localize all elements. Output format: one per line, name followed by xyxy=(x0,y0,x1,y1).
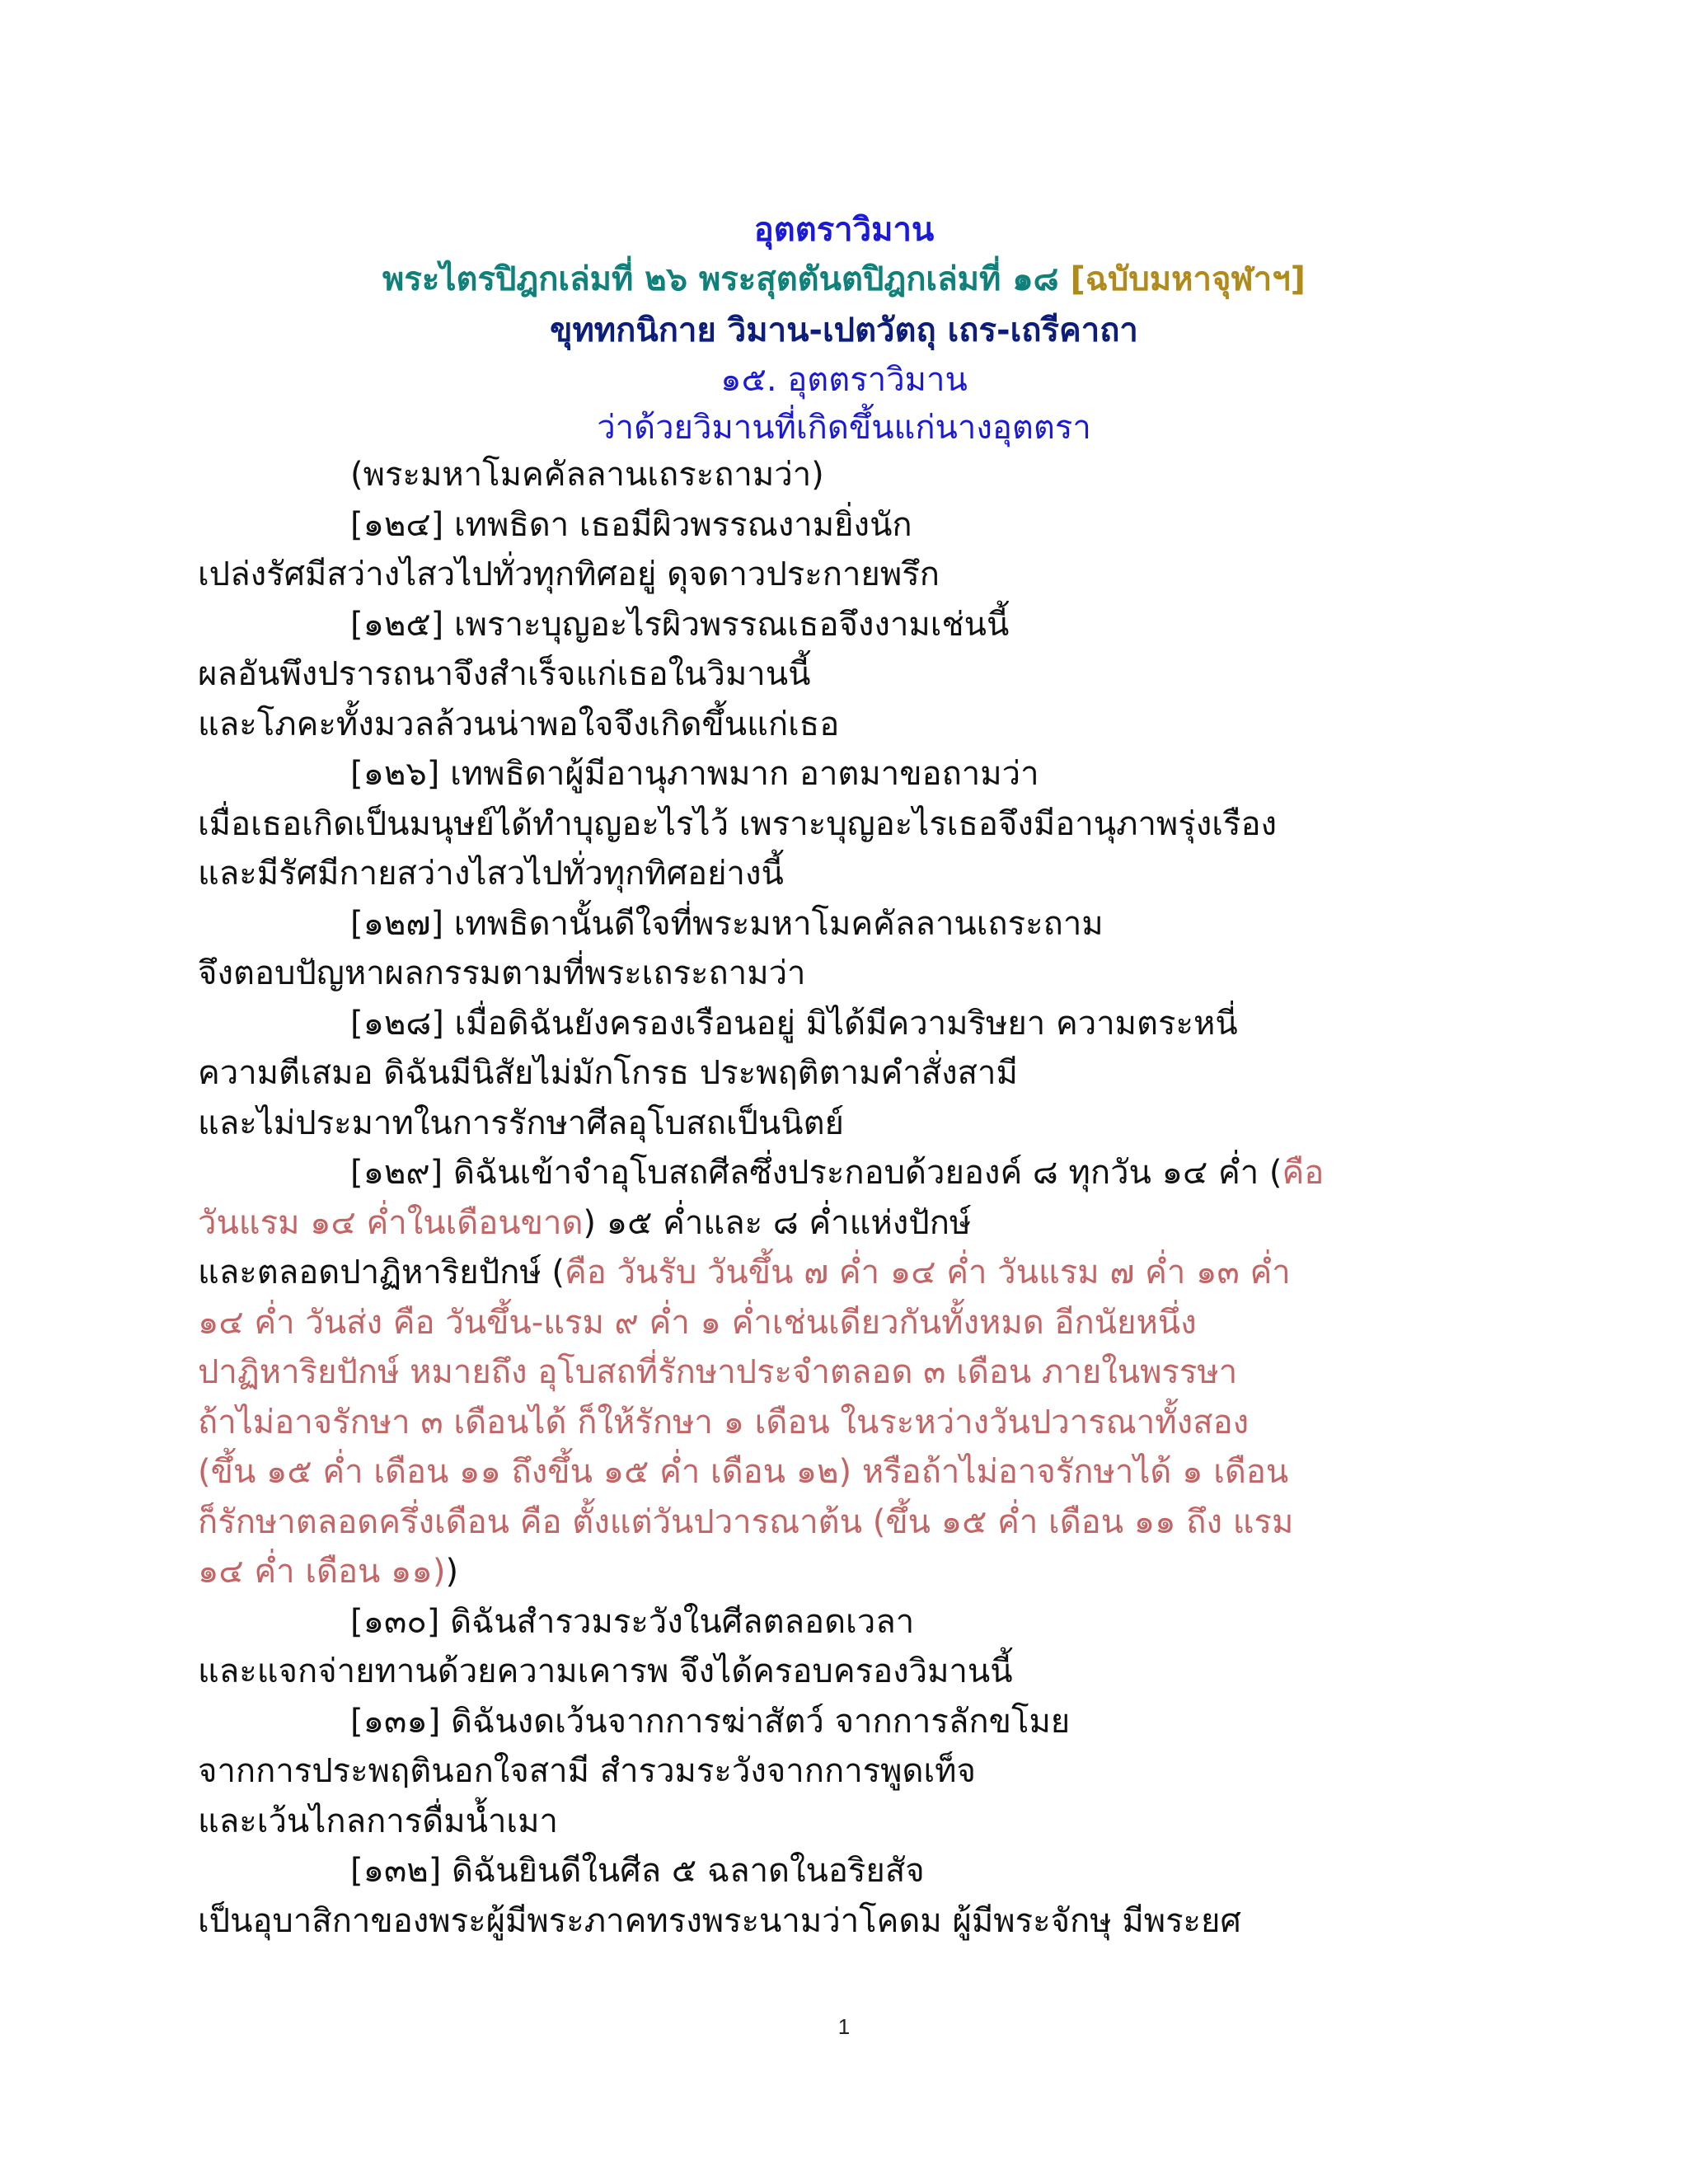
tipitaka-volume-heading xyxy=(0,252,1688,305)
commentary-text: คือ xyxy=(1282,1154,1325,1192)
verse-text: ) xyxy=(445,1553,459,1591)
verse-text: และมีรัศมีกายสว่างไสวไปทั่วทุกทิศอย่างนี้ xyxy=(198,855,784,893)
text-line xyxy=(198,1347,1484,1398)
verse-text: และไม่ประมาทในการรักษาศีลอุโบสถเป็นนิตย์ xyxy=(198,1104,844,1142)
text-line xyxy=(198,799,1484,850)
text-line xyxy=(198,1697,1484,1747)
text-line xyxy=(198,1298,1484,1348)
text-line xyxy=(198,1647,1484,1697)
text-line xyxy=(198,1846,1484,1896)
text-line xyxy=(198,550,1484,600)
verse-text: [๑๒๖] เทพธิดาผู้มีอานุภาพมาก อาตมาขอถามว่า xyxy=(350,755,1039,793)
text-line xyxy=(198,700,1484,750)
text-line xyxy=(198,1198,1484,1249)
page-number: 1 xyxy=(837,2014,851,2039)
verse-text: จึงตอบปัญหาผลกรรมตามที่พระเถระถามว่า xyxy=(198,954,806,992)
text-line xyxy=(198,1597,1484,1647)
verse-text: [๑๓๒] ดิฉันยินดีในศีล ๕ ฉลาดในอริยสัจ xyxy=(350,1852,925,1890)
volume-text: พระไตรปิฎกเล่มที่ ๒๖ พระสุตตันตปิฎกเล่มที่ ๑๘ xyxy=(382,260,1059,298)
commentary-text: ถ้าไม่อาจรักษา ๓ เดือนได้ ก็ให้รักษา ๑ เดือน ในระหว่างวันปวารณาทั้งสอง xyxy=(198,1403,1250,1441)
verse-text: และโภคะทั้งมวลล้วนน่าพอใจจึงเกิดขึ้นแก่เธอ xyxy=(198,705,840,743)
commentary-text: คือ วันรับ วันขึ้น ๗ ค่ำ ๑๔ ค่ำ วันแรม ๗ ค่ำ ๑๓ ค่ำ xyxy=(565,1254,1291,1291)
text-line xyxy=(198,899,1484,949)
commentary-text: ๑๔ ค่ำ วันส่ง คือ วันขึ้น-แรม ๙ ค่ำ ๑ ค่ำเช่นเดียวกันทั้งหมด อีกนัยหนึ่ง xyxy=(198,1303,1197,1342)
text-line xyxy=(198,1099,1484,1149)
verse-text: ความตีเสมอ ดิฉันมีนิสัยไม่มักโกรธ ประพฤติตามคำสั่งสามี xyxy=(198,1054,1018,1092)
text-line xyxy=(198,1547,1484,1597)
verse-text: (พระมหาโมคคัลลานเถระถามว่า) xyxy=(350,456,824,494)
verse-text: [๑๒๘] เมื่อดิฉันยังครองเรือนอยู่ มิได้มีความริษยา ความตระหนี่ xyxy=(350,1004,1238,1043)
section-description: ว่าด้วยวิมานที่เกิดขึ้นแก่นางอุตตรา xyxy=(597,409,1091,447)
edition-label: [ฉบับมหาจุฬาฯ] xyxy=(1070,260,1306,298)
text-line xyxy=(198,600,1484,650)
text-line xyxy=(198,1048,1484,1099)
verse-text: และแจกจ่ายทานด้วยความเคารพ จึงได้ครอบครองวิมานนี้ xyxy=(198,1652,1013,1690)
text-line xyxy=(198,1148,1484,1198)
text-line xyxy=(198,1447,1484,1497)
verse-text: [๑๒๕] เพราะบุญอะไรผิวพรรณเธอจึงงามเช่นนี้ xyxy=(350,605,1010,644)
text-line xyxy=(198,1746,1484,1797)
verse-text: [๑๓๐] ดิฉันสำรวมระวังในศีลตลอดเวลา xyxy=(350,1602,915,1641)
text-line xyxy=(198,1248,1484,1298)
text-line xyxy=(198,500,1484,551)
verse-text: เปล่งรัศมีสว่างไสวไปทั่วทุกทิศอยู่ ดุจดาวประกายพรึก xyxy=(198,555,940,593)
text-line xyxy=(198,999,1484,1049)
verse-text: ผลอันพึงปรารถนาจึงสำเร็จแก่เธอในวิมานนี้ xyxy=(198,655,811,693)
text-line xyxy=(198,949,1484,999)
text-line xyxy=(198,1797,1484,1847)
commentary-text: วันแรม ๑๔ ค่ำในเดือนขาด xyxy=(198,1203,584,1242)
verse-text: ) ๑๕ ค่ำและ ๘ ค่ำแห่งปักษ์ xyxy=(583,1203,972,1242)
commentary-text: (ขึ้น ๑๕ ค่ำ เดือน ๑๑ ถึงขึ้น ๑๕ ค่ำ เดือน ๑๒) หรือถ้าไม่อาจรักษาได้ ๑ เดือน xyxy=(198,1453,1289,1491)
commentary-text: ปาฏิหาริยปักษ์ หมายถึง อุโบสถที่รักษาประจำตลอด ๓ เดือน ภายในพรรษา xyxy=(198,1353,1238,1391)
verse-text: [๑๓๑] ดิฉันงดเว้นจากการฆ่าสัตว์ จากการลักขโมย xyxy=(350,1702,1071,1741)
text-line xyxy=(198,450,1484,500)
verse-text: จากการประพฤตินอกใจสามี สำรวมระวังจากการพูดเท็จ xyxy=(198,1752,976,1790)
verse-text: เป็นอุบาสิกาของพระผู้มีพระภาคทรงพระนามว่าโคดม ผู้มีพระจักษุ มีพระยศ xyxy=(198,1901,1241,1940)
text-line xyxy=(198,1497,1484,1548)
section-heading: ๑๕. อุตตราวิมาน xyxy=(720,361,968,399)
verse-text: และเว้นไกลการดื่มน้ำเมา xyxy=(198,1802,558,1840)
text-line xyxy=(198,1398,1484,1448)
verse-text: [๑๒๗] เทพธิดานั้นดีใจที่พระมหาโมคคัลลานเถระถาม xyxy=(350,904,1104,943)
verse-body xyxy=(198,450,1484,1946)
text-line xyxy=(198,849,1484,899)
verse-text: [๑๒๔] เทพธิดา เธอมีผิวพรรณงามยิ่งนัก xyxy=(350,505,912,544)
commentary-text: ก็รักษาตลอดครึ่งเดือน คือ ตั้งแต่วันปวารณาต้น (ขึ้น ๑๕ ค่ำ เดือน ๑๑ ถึง แรม xyxy=(198,1502,1294,1541)
verse-text: และตลอดปาฏิหาริยปักษ์ ( xyxy=(198,1254,565,1291)
verse-text: เมื่อเธอเกิดเป็นมนุษย์ได้ทำบุญอะไรไว้ เพราะบุญอะไรเธอจึงมีอานุภาพรุ่งเรือง xyxy=(198,804,1278,843)
commentary-text: ๑๔ ค่ำ เดือน ๑๑) xyxy=(198,1553,446,1591)
text-line xyxy=(198,1896,1484,1947)
nikaya-heading: ขุททกนิกาย วิมาน-เปตวัตถุ เถร-เถรีคาถา xyxy=(550,312,1138,349)
document-title: อุตตราวิมาน xyxy=(753,211,935,249)
verse-text: [๑๒๙] ดิฉันเข้าจำอุโบสถศีลซึ่งประกอบด้วยองค์ ๘ ทุกวัน ๑๔ ค่ำ ( xyxy=(350,1154,1282,1192)
text-line xyxy=(198,649,1484,700)
text-line xyxy=(198,749,1484,799)
